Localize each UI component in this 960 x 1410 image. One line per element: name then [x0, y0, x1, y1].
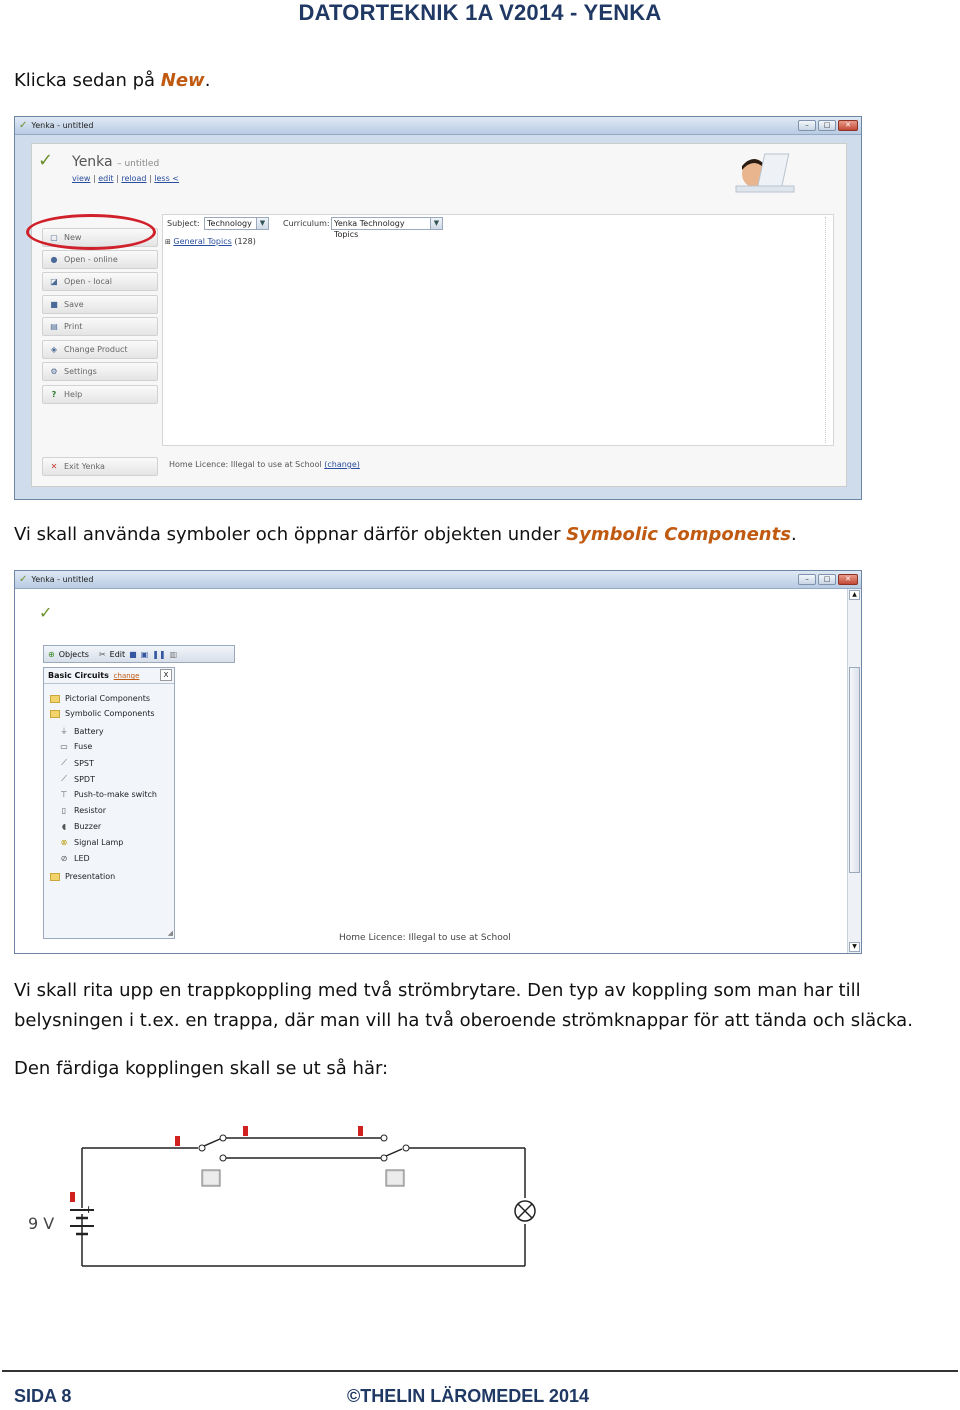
subject-select[interactable]: Technology	[204, 217, 257, 230]
printer-icon: ▤	[50, 322, 58, 331]
app-name: Yenka	[72, 154, 113, 170]
app-links: view | edit | reload | less <	[72, 174, 179, 183]
app-title	[72, 154, 159, 170]
yenka-start-screen	[31, 143, 847, 487]
panel-change-link[interactable]: change	[113, 672, 140, 680]
vertical-scrollbar[interactable]	[847, 589, 861, 953]
instruction-new	[14, 66, 210, 96]
instruction-symbolic	[14, 520, 797, 550]
item-signal-lamp-label: Signal Lamp	[74, 838, 124, 847]
sidebar-print-label: Print	[64, 322, 83, 331]
yenka-check-icon: ✓	[19, 120, 28, 131]
led-icon: ⊘	[60, 854, 68, 863]
app-subtitle: – untitled	[117, 159, 160, 169]
item-battery[interactable]	[58, 726, 104, 737]
folder-pictorial-label: Pictorial Components	[65, 694, 151, 703]
description-paragraph	[14, 976, 913, 1036]
sidebar-new-label: New	[64, 233, 82, 242]
save-icon[interactable]: ■	[129, 649, 137, 659]
sidebar-help-button[interactable]	[42, 385, 158, 404]
instruction-symbolic-end: .	[790, 524, 797, 545]
licence-bar	[169, 460, 360, 469]
copyright: ©THELIN LÄROMEDEL 2014	[347, 1386, 589, 1406]
sidebar-change-product-button[interactable]	[42, 340, 158, 359]
resistor-icon: ▯	[61, 806, 67, 815]
lamp-icon: ⊗	[60, 838, 68, 847]
instruction-new-end: .	[204, 70, 211, 91]
description-line-1: Vi skall rita upp en trappkoppling med två strömbrytare. Den typ av koppling som man har till	[14, 980, 861, 1001]
item-led[interactable]	[58, 854, 90, 863]
link-view[interactable]: view	[72, 174, 91, 183]
minimize-button[interactable]: –	[798, 120, 816, 131]
folder-icon	[50, 873, 60, 881]
instruction-symbolic-highlight: Symbolic Components	[566, 524, 791, 545]
window-controls	[798, 574, 858, 585]
scroll-up-icon[interactable]: ▲	[849, 590, 860, 600]
battery-voltage-label: 9 V	[28, 1214, 55, 1233]
item-signal-lamp[interactable]	[58, 838, 123, 847]
item-spst[interactable]	[58, 758, 94, 768]
licence-text: Home Licence: Illegal to use at School	[339, 933, 511, 943]
folder-presentation[interactable]	[50, 872, 115, 881]
panel-close-button[interactable]: X	[160, 669, 172, 681]
link-less[interactable]: less <	[154, 174, 179, 183]
maximize-button[interactable]: □	[818, 574, 836, 585]
window-titlebar	[15, 571, 861, 589]
document-icon: ▢	[50, 233, 58, 242]
screenshot-yenka-start	[14, 116, 862, 500]
item-push-to-make[interactable]	[58, 790, 157, 799]
settings-icon: ⚙	[50, 367, 58, 376]
yenka-logo-icon: ✓	[38, 150, 54, 171]
product-icon: ◈	[50, 345, 58, 354]
item-fuse-label: Fuse	[74, 742, 93, 751]
page-number: SIDA 8	[14, 1386, 72, 1406]
curriculum-select[interactable]: Yenka Technology Topics	[331, 217, 431, 230]
description-line-2: belysningen i t.ex. en trappa, där man vill ha två oberoende strömknappar för att tända och släcka.	[14, 1010, 913, 1031]
general-topics-link[interactable]: General Topics	[173, 237, 232, 246]
spdt-switch-1	[175, 1126, 248, 1186]
topics-row	[165, 237, 256, 246]
staircase-circuit-diagram	[20, 1118, 550, 1278]
folder-presentation-label: Presentation	[65, 872, 116, 881]
globe-icon: ●	[50, 255, 58, 264]
battery-icon: ⏚	[60, 727, 68, 736]
instruction-new-text: Klicka sedan på	[14, 70, 161, 91]
folder-icon	[50, 695, 60, 703]
objects-tab[interactable]: Objects	[58, 649, 89, 659]
item-fuse[interactable]	[58, 742, 92, 751]
link-reload[interactable]: reload	[121, 174, 147, 183]
window-title: Yenka - untitled	[31, 121, 94, 130]
expand-icon[interactable]: ⊞	[165, 238, 171, 246]
topics-count: (128)	[234, 237, 256, 246]
highlight-ring	[26, 214, 156, 250]
sidebar-save-label: Save	[64, 300, 84, 309]
folder-open-icon: ◪	[50, 277, 58, 286]
item-spdt-label: SPDT	[74, 774, 95, 784]
folder-open-icon	[50, 710, 60, 718]
window-titlebar	[15, 117, 861, 135]
spdt-switch-2	[358, 1126, 409, 1186]
sidebar-settings-button[interactable]	[42, 362, 158, 381]
topics-panel	[162, 214, 834, 446]
folder-symbolic-label: Symbolic Components	[65, 709, 155, 718]
objects-toolbar	[43, 645, 235, 663]
save-as-icon[interactable]: ▣	[140, 649, 149, 659]
sidebar-open-local-button[interactable]	[42, 272, 158, 291]
folder-pictorial[interactable]	[50, 694, 150, 703]
pause-icon[interactable]: ❚❚	[152, 649, 166, 659]
folder-symbolic[interactable]	[50, 709, 155, 718]
sidebar-exit-button[interactable]	[42, 457, 158, 476]
screenshot-yenka-objects	[14, 570, 862, 954]
floppy-icon: ■	[50, 300, 58, 309]
lamp-symbol	[515, 1201, 535, 1221]
subject-chevron-down-icon[interactable]: ▼	[256, 217, 269, 230]
yenka-check-icon: ✓	[19, 574, 28, 585]
yenka-logo-icon: ✓	[39, 603, 53, 622]
instruction-new-highlight: New	[160, 70, 205, 91]
footer-divider	[2, 1370, 958, 1372]
item-buzzer[interactable]	[58, 822, 101, 831]
help-icon: ?	[51, 390, 57, 399]
sidebar-open-online-label: Open - online	[64, 255, 118, 264]
panel-title: Basic Circuits	[48, 671, 109, 680]
result-intro: Den färdiga kopplingen skall se ut så här:	[14, 1058, 389, 1079]
close-button[interactable]: ✕	[838, 574, 858, 585]
trash-icon[interactable]: ▥	[169, 649, 178, 659]
sidebar-open-local-label: Open - local	[64, 277, 112, 286]
sidebar-exit-label: Exit Yenka	[64, 462, 105, 471]
licence-change-link[interactable]: (change)	[324, 460, 360, 469]
push-switch-icon: ⊤	[60, 790, 68, 799]
sidebar-open-online-button[interactable]	[42, 250, 158, 269]
scissors-icon: ✂	[98, 649, 106, 659]
document-header: DATORTEKNIK 1A V2014 - YENKA	[298, 0, 662, 25]
sidebar-settings-label: Settings	[64, 367, 97, 376]
item-buzzer-label: Buzzer	[74, 822, 102, 831]
panel-scrollbar[interactable]	[825, 217, 831, 443]
panel-header	[44, 668, 174, 684]
instruction-symbolic-text: Vi skall använda symboler och öppnar därför objekten under	[14, 524, 567, 545]
person-laptop-illustration	[722, 148, 802, 198]
objects-icon: ⊕	[48, 649, 55, 659]
item-spst-label: SPST	[74, 758, 94, 768]
window-controls	[798, 120, 858, 131]
buzzer-icon: ◖	[61, 822, 67, 831]
sidebar-save-button[interactable]	[42, 295, 158, 314]
fuse-icon: ▭	[60, 742, 68, 751]
workspace[interactable]	[15, 589, 847, 953]
close-button[interactable]: ✕	[838, 120, 858, 131]
objects-panel	[43, 667, 175, 939]
item-resistor[interactable]	[58, 806, 106, 815]
resize-grip-icon[interactable]: ◢	[167, 929, 173, 937]
minimize-button[interactable]: –	[798, 574, 816, 585]
edit-tab[interactable]: Edit	[109, 649, 126, 659]
licence-text: Home Licence: Illegal to use at School	[169, 460, 322, 469]
sidebar-help-label: Help	[64, 390, 83, 399]
spdt-switch-icon: ⟋	[61, 774, 67, 783]
maximize-button[interactable]: □	[818, 120, 836, 131]
curriculum-label: Curriculum:	[283, 219, 330, 228]
item-spdt[interactable]	[58, 774, 95, 784]
item-resistor-label: Resistor	[74, 806, 106, 815]
exit-x-icon: ✕	[50, 462, 58, 471]
item-led-label: LED	[74, 854, 90, 863]
link-edit[interactable]: edit	[98, 174, 114, 183]
spst-switch-icon: ⟋	[61, 758, 67, 767]
scroll-down-icon[interactable]: ▼	[849, 942, 860, 952]
item-push-to-make-label: Push-to-make switch	[74, 790, 157, 799]
battery-plus-label: +	[84, 1203, 94, 1216]
scroll-thumb[interactable]	[849, 667, 860, 873]
curriculum-chevron-down-icon[interactable]: ▼	[430, 217, 443, 230]
window-title: Yenka - untitled	[31, 575, 94, 584]
sidebar-change-product-label: Change Product	[64, 345, 128, 354]
sidebar-print-button[interactable]	[42, 317, 158, 336]
subject-label: Subject:	[167, 219, 200, 228]
item-battery-label: Battery	[74, 727, 104, 736]
